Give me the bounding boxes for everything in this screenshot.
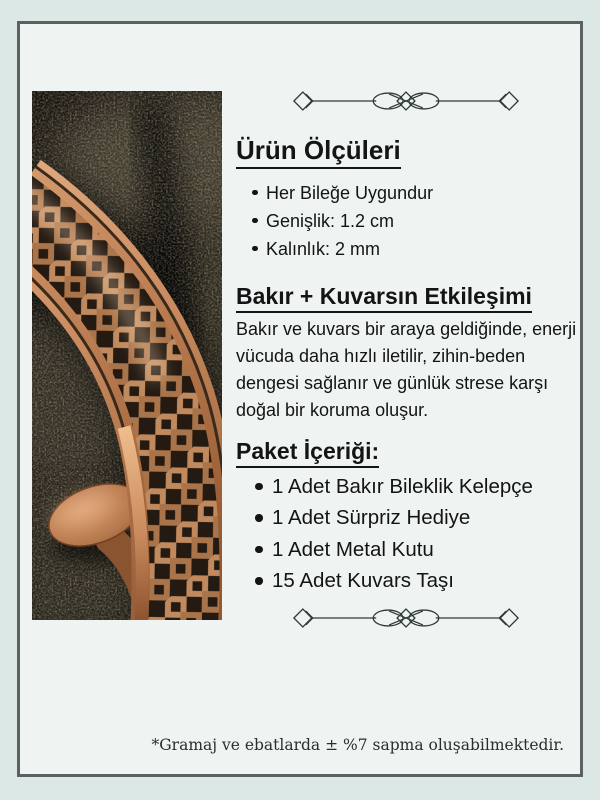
list-item: Kalınlık: 2 mm [235, 235, 577, 263]
list-item: Genişlik: 1.2 cm [235, 207, 577, 235]
ornamental-divider-icon [282, 88, 530, 114]
interaction-paragraph: Bakır ve kuvars bir araya geldiğinde, enerji vücuda daha hızlı iletilir, zihin-beden dengesi sağlanır ve günlük strese karşı doğal bir koruma oluşur. [236, 318, 577, 420]
list-item: 1 Adet Bakır Bileklik Kelepçe [235, 471, 577, 503]
section-title-interaction: Bakır + Kuvarsın Etkileşimi [236, 283, 577, 310]
list-item: 1 Adet Sürpriz Hediye [235, 502, 577, 534]
product-photo [32, 91, 222, 620]
list-item: 1 Adet Metal Kutu [235, 534, 577, 566]
package-list [235, 471, 577, 597]
list-item: 15 Adet Kuvars Taşı [235, 565, 577, 597]
section-title-package: Paket İçeriği: [236, 438, 577, 465]
copper-bracelet-illustration [32, 91, 222, 620]
ornamental-divider-icon [282, 605, 530, 631]
product-card-frame [17, 21, 583, 777]
info-column [235, 88, 577, 631]
dimensions-list [235, 179, 577, 263]
disclaimer-note: *Gramaj ve ebatlarda ± %7 sapma oluşabilmektedir. [151, 736, 564, 754]
section-title-dimensions: Ürün Ölçüleri [236, 135, 577, 166]
list-item: Her Bileğe Uygundur [235, 179, 577, 207]
